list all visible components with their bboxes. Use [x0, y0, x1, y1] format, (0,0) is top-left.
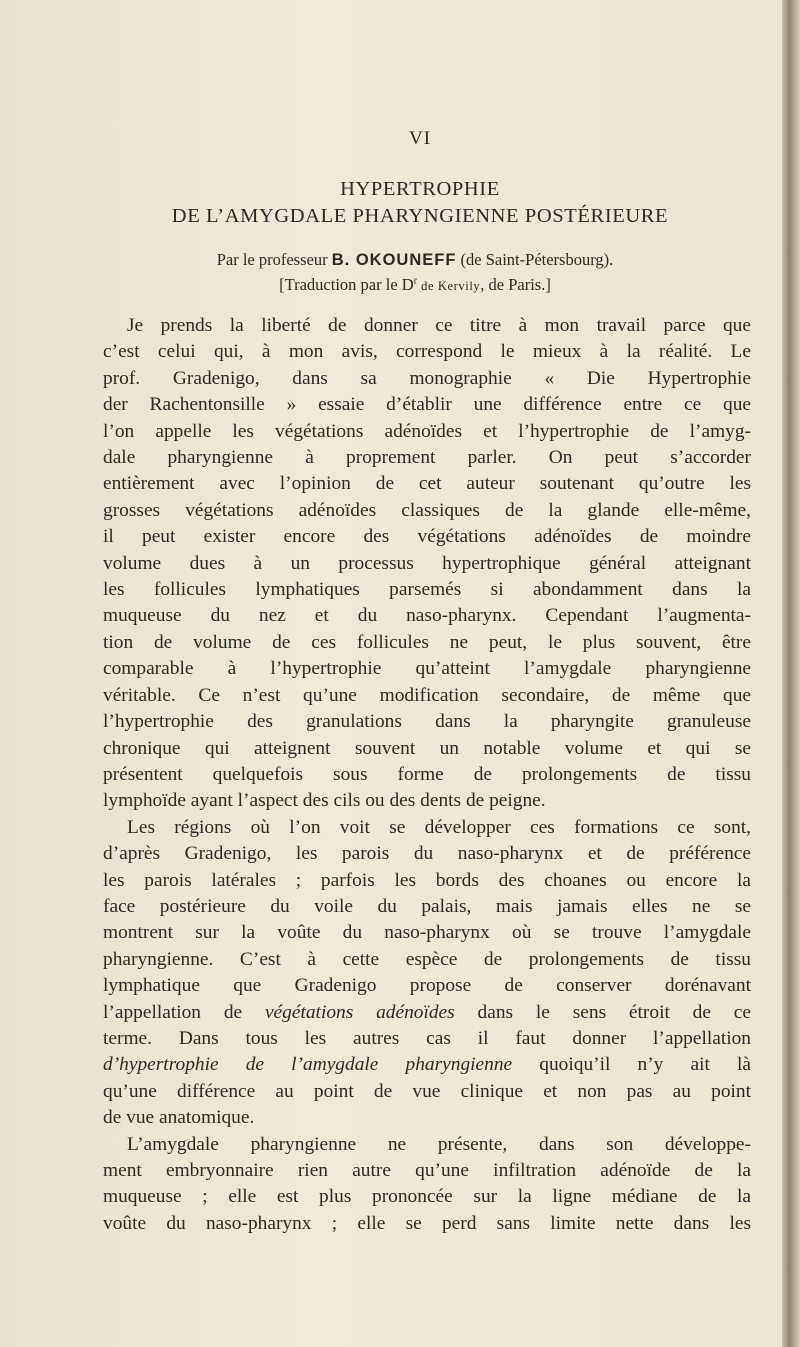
translation-suffix: , de Paris.] [480, 275, 551, 294]
text-line: véritable. Ce n’est qu’une modification secondaire, de même que [103, 684, 751, 706]
byline-prefix: Par le professeur [216, 250, 328, 269]
translation-prefix: [Traduction par le D [279, 275, 414, 294]
text-line: grosses végétations adénoïdes classiques de la glande elle-même, [103, 499, 751, 521]
translator-name: de Kervily [421, 279, 481, 293]
italic-term: végétations adénoïdes [264, 1001, 455, 1023]
text-line: Je prends la liberté de donner ce titre à mon travail parce que [127, 315, 751, 336]
text-line: der Rachentonsille » essaie d’établir une différence entre ce que [103, 394, 751, 416]
text-line: muqueuse du nez et du naso-pharynx. Cependant l’augmenta- [103, 605, 751, 627]
page-edge [782, 0, 800, 1347]
author-affiliation: (de Saint-Pétersbourg). [460, 250, 614, 269]
byline [0, 250, 800, 270]
text-line: terme. Dans tous les autres cas il faut donner l’appellation [103, 1027, 751, 1049]
title-line-2: DE L’AMYGDALE PHARYNGIENNE POSTÉRIEURE [171, 205, 669, 227]
text-line: tion de volume de ces follicules ne peut, le plus souvent, être [103, 631, 751, 653]
text-line: montrent sur la voûte du naso-pharynx où se trouve l’amygdale [103, 922, 751, 944]
text-line: de vue anatomique. [103, 1107, 255, 1129]
text-line: volume dues à un processus hypertrophique général atteignant [103, 552, 751, 574]
text-line: entièrement avec l’opinion de cet auteur soutenant qu’outre les [103, 473, 751, 495]
text-line: L’amygdale pharyngienne ne présente, dans son développe- [127, 1133, 751, 1155]
text-line: les parois latérales ; parfois les bords des choanes ou encore la [103, 869, 751, 891]
text-fragment: l’appellation de [103, 1001, 265, 1023]
text-line: d’après Gradenigo, les parois du naso-pharynx et de préférence [103, 843, 751, 865]
chapter-number: VI [408, 128, 432, 149]
text-line: chronique qui atteignent souvent un notable volume et qui se [103, 737, 751, 759]
text-line: c’est celui qui, à mon avis, correspond le mieux à la réalité. Le [103, 341, 751, 363]
text-line: comparable à l’hypertrophie qu’atteint l’amygdale pharyngienne [103, 658, 751, 680]
text-line: Les régions où l’on voit se développer ces formations ce sont, [127, 816, 751, 838]
text-line: voûte du naso-pharynx ; elle se perd sans limite nette dans les [103, 1212, 751, 1234]
text-line: pharyngienne. C’est à cette espèce de prolongements de tissu [103, 948, 751, 970]
text-line: face postérieure du voile du palais, mais jamais elles ne se [103, 895, 751, 917]
text-line: prof. Gradenigo, dans sa monographie « Die Hypertrophie [103, 367, 751, 389]
italic-term: d’hypertrophie de l’amygdale pharyngienne [103, 1054, 513, 1076]
text-line: il peut exister encore des végétations adénoïdes de moindre [103, 526, 751, 548]
title-line-1: HYPERTROPHIE [340, 178, 500, 200]
text-line: l’on appelle les végétations adénoïdes et l’hypertrophie de l’amyg- [103, 420, 751, 442]
text-line: dale pharyngienne à proprement parler. On peut s’accorder [103, 447, 751, 469]
text-line-mixed [103, 1000, 751, 1026]
text-line: qu’une différence au point de vue clinique et non pas au point [103, 1080, 751, 1102]
author-name: B. OKOUNEFF [331, 251, 457, 269]
text-line: lymphatique que Gradenigo propose de conserver dorénavant [103, 975, 751, 997]
text-line: les follicules lymphatiques parsemés si abondamment dans la [103, 579, 751, 601]
text-line: l’hypertrophie des granulations dans la pharyngite granuleuse [103, 711, 751, 733]
text-fragment: quoiqu’il n’y ait là [512, 1054, 751, 1076]
text-line: muqueuse ; elle est plus prononcée sur la ligne médiane de la [103, 1186, 751, 1208]
text-fragment: dans le sens étroit de ce [454, 1001, 752, 1023]
translation-sup: r [413, 275, 418, 287]
text-line-mixed [103, 1052, 751, 1078]
text-line: lymphoïde ayant l’aspect des cils ou des dents de peigne. [103, 790, 546, 812]
text-line: ment embryonnaire rien autre qu’une infiltration adénoïde de la [103, 1160, 751, 1181]
body-text [103, 313, 751, 1237]
translation-note [0, 275, 800, 295]
text-line: présentent quelquefois sous forme de prolongements de tissu [103, 763, 751, 785]
